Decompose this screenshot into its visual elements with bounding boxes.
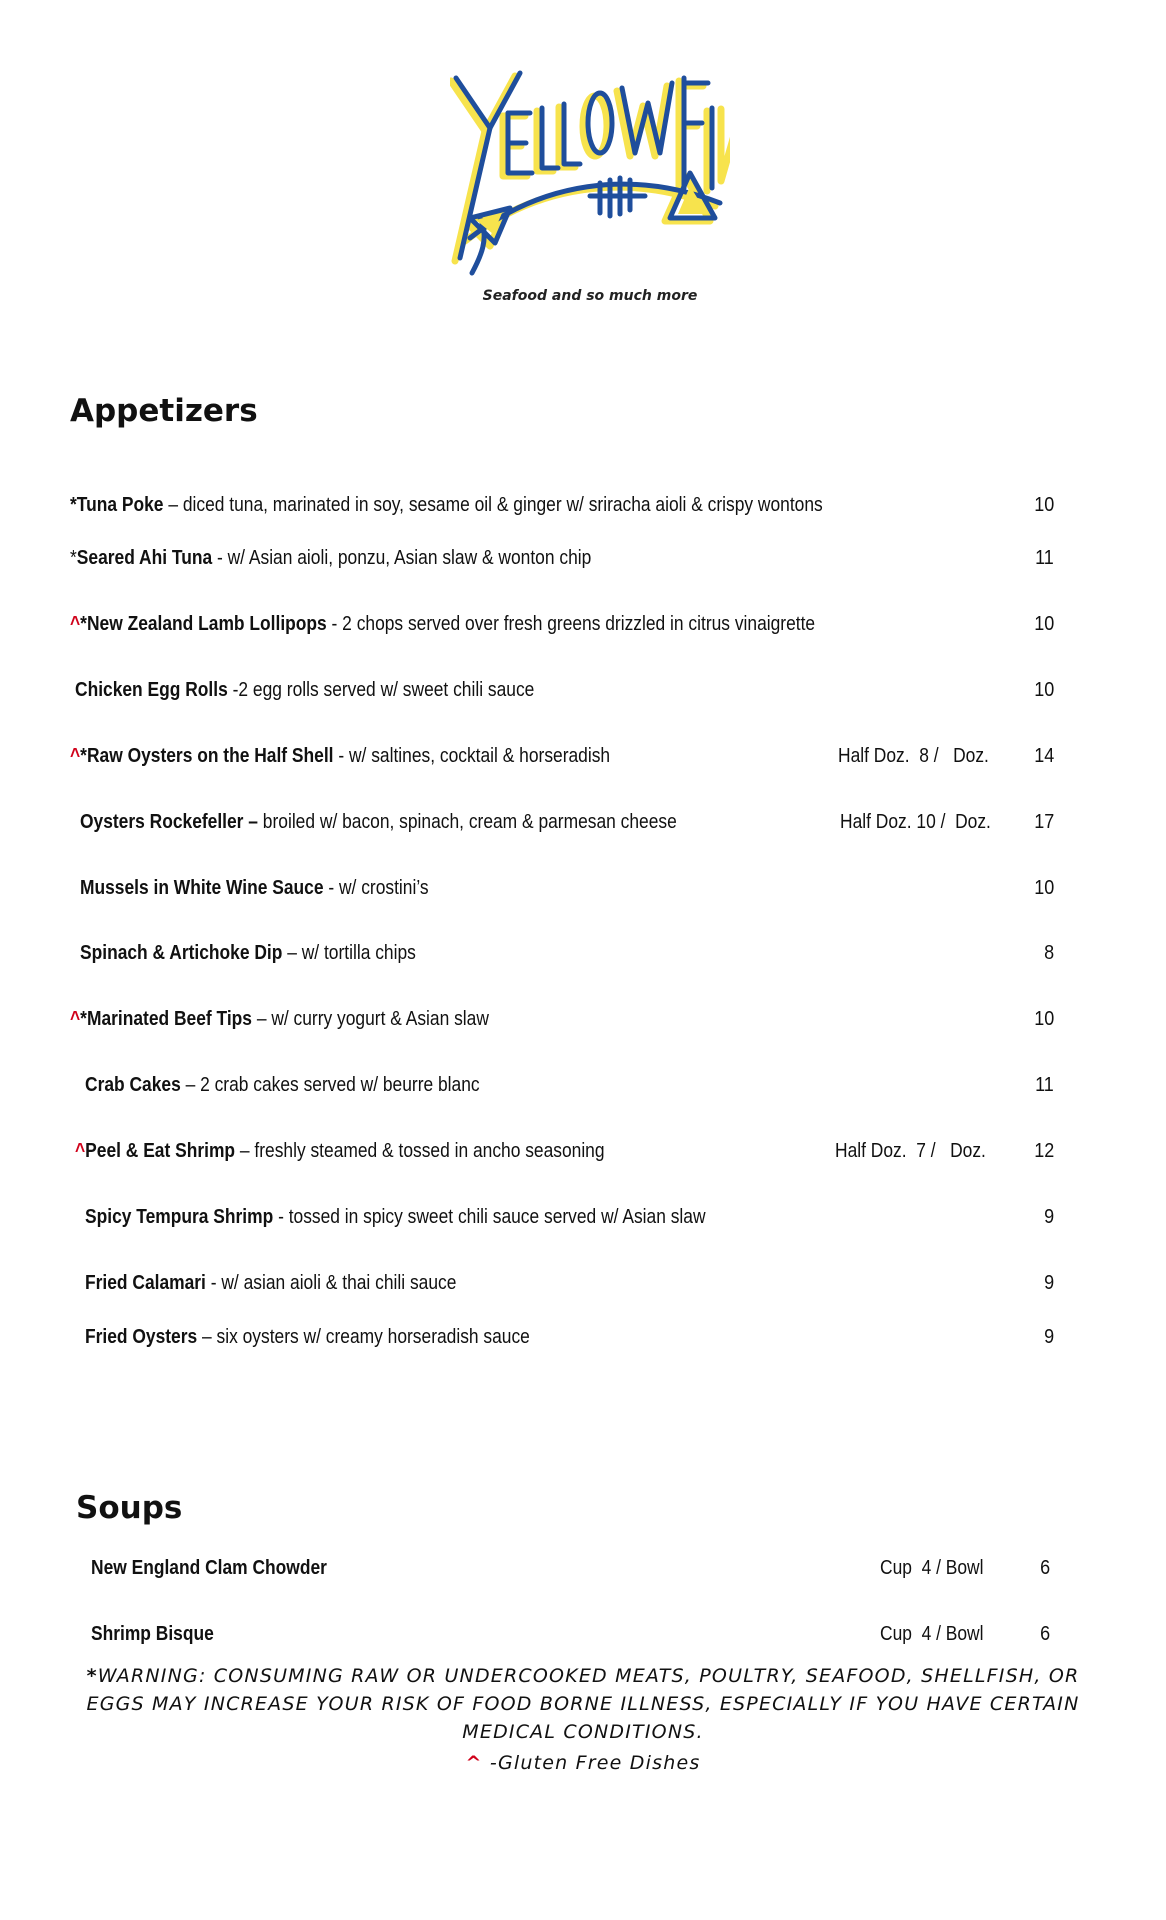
item-description: broiled w/ bacon, spinach, cream & parmesan cheese: [257, 811, 677, 833]
menu-item: ^*Raw Oysters on the Half Shell - w/ saltines, cocktail & horseradish Half Doz. 8 / Doz. 14: [0, 741, 1166, 771]
soups-heading: Soups: [76, 1490, 183, 1526]
item-price: 10: [1033, 494, 1054, 516]
item-name: Fried Oysters: [85, 1326, 198, 1348]
raw-food-warning: *WARNING: CONSUMING RAW OR UNDERCOOKED MEATS, POULTRY, SEAFOOD, SHELLFISH, OR EGGS MAY INCREASE YOUR RISK OF FOOD BORNE ILLNESS, ESPECIALLY IF YOU HAVE CERTAIN MEDICAL CONDITIONS.: [86, 1665, 1080, 1743]
item-price: 6: [1039, 1557, 1050, 1579]
gluten-free-legend: ^ -Gluten Free Dishes: [465, 1752, 701, 1774]
yellowfin-logo: [450, 68, 730, 283]
item-name: Marinated Beef Tips: [86, 1008, 252, 1030]
item-name: Shrimp Bisque: [91, 1623, 214, 1645]
item-name: Seared Ahi Tuna: [76, 547, 213, 569]
menu-item: [0, 807, 1166, 837]
item-price: 9: [1043, 1272, 1054, 1294]
menu-item: [0, 1070, 1166, 1100]
item-portion: Half Doz. 10 / Doz.: [840, 811, 991, 833]
item-description: – w/ tortilla chips: [282, 942, 416, 964]
item-description: - w/ asian aioli & thai chili sauce: [205, 1272, 457, 1294]
item-portion: Cup 4 / Bowl: [880, 1623, 984, 1645]
menu-item: [0, 1619, 1166, 1649]
item-name: Spinach & Artichoke Dip: [80, 942, 283, 964]
item-price: 17: [1033, 811, 1054, 833]
item-name: Peel & Eat Shrimp: [85, 1140, 236, 1162]
item-price: 9: [1043, 1206, 1054, 1228]
item-price: 10: [1033, 877, 1054, 899]
logo-tagline: Seafood and so much more: [482, 288, 698, 304]
item-description: – six oysters w/ creamy horseradish sauce: [197, 1326, 530, 1348]
item-price: 11: [1035, 1074, 1054, 1096]
item-description: - w/ Asian aioli, ponzu, Asian slaw & wonton chip: [212, 547, 592, 569]
item-description: – diced tuna, marinated in soy, sesame oil & ginger w/ sriracha aioli & crispy wontons: [163, 494, 823, 516]
menu-item: [0, 1553, 1166, 1583]
menu-item: ^*Marinated Beef Tips – w/ curry yogurt & Asian slaw 10: [0, 1004, 1166, 1034]
item-name: Mussels in White Wine Sauce: [80, 877, 324, 899]
item-price: 10: [1033, 1008, 1054, 1030]
item-description: - w/ saltines, cocktail & horseradish: [333, 745, 611, 767]
menu-item: ^Peel & Eat Shrimp – freshly steamed & tossed in ancho seasoning Half Doz. 7 / Doz. 12: [0, 1136, 1166, 1166]
item-name: Raw Oysters on the Half Shell: [86, 745, 334, 767]
item-name: Crab Cakes: [85, 1074, 181, 1096]
item-description: - 2 chops served over fresh greens drizzled in citrus vinaigrette: [326, 613, 816, 635]
item-name: Spicy Tempura Shrimp: [85, 1206, 274, 1228]
item-name: New England Clam Chowder: [91, 1557, 327, 1579]
item-price: 14: [1033, 745, 1054, 767]
item-price: 10: [1033, 679, 1054, 701]
menu-item: [0, 873, 1166, 903]
item-description: -2 egg rolls served w/ sweet chili sauce: [227, 679, 535, 701]
menu-item: [0, 675, 1166, 705]
menu-item: [0, 1322, 1166, 1352]
menu-item: [0, 938, 1166, 968]
item-name: New Zealand Lamb Lollipops: [86, 613, 327, 635]
item-price: 8: [1043, 942, 1054, 964]
menu-item: ^*New Zealand Lamb Lollipops - 2 chops served over fresh greens drizzled in citrus vinaigrette 10: [0, 609, 1166, 639]
item-price: 11: [1035, 547, 1054, 569]
item-description: - tossed in spicy sweet chili sauce served w/ Asian slaw: [273, 1206, 706, 1228]
menu-item: [0, 1268, 1166, 1298]
item-name: Fried Calamari: [85, 1272, 206, 1294]
menu-item: *Seared Ahi Tuna - w/ Asian aioli, ponzu, Asian slaw & wonton chip 11: [0, 543, 1166, 573]
item-portion: Cup 4 / Bowl: [880, 1557, 984, 1579]
appetizers-heading: Appetizers: [70, 393, 258, 429]
item-price: 12: [1033, 1140, 1054, 1162]
item-price: 6: [1039, 1623, 1050, 1645]
item-description: – 2 crab cakes served w/ beurre blanc: [180, 1074, 480, 1096]
item-portion: Half Doz. 7 / Doz.: [835, 1140, 986, 1162]
menu-item: *Tuna Poke – diced tuna, marinated in soy, sesame oil & ginger w/ sriracha aioli & crispy wontons 10: [0, 490, 1166, 520]
item-description: - w/ crostini’s: [323, 877, 429, 899]
item-name: Chicken Egg Rolls: [75, 679, 228, 701]
item-price: 10: [1033, 613, 1054, 635]
item-name: Tuna Poke: [76, 494, 164, 516]
item-name: Oysters Rockefeller –: [80, 811, 258, 833]
item-price: 9: [1043, 1326, 1054, 1348]
item-description: – w/ curry yogurt & Asian slaw: [251, 1008, 489, 1030]
item-portion: Half Doz. 8 / Doz.: [838, 745, 989, 767]
menu-item: [0, 1202, 1166, 1232]
item-description: – freshly steamed & tossed in ancho seasoning: [235, 1140, 605, 1162]
